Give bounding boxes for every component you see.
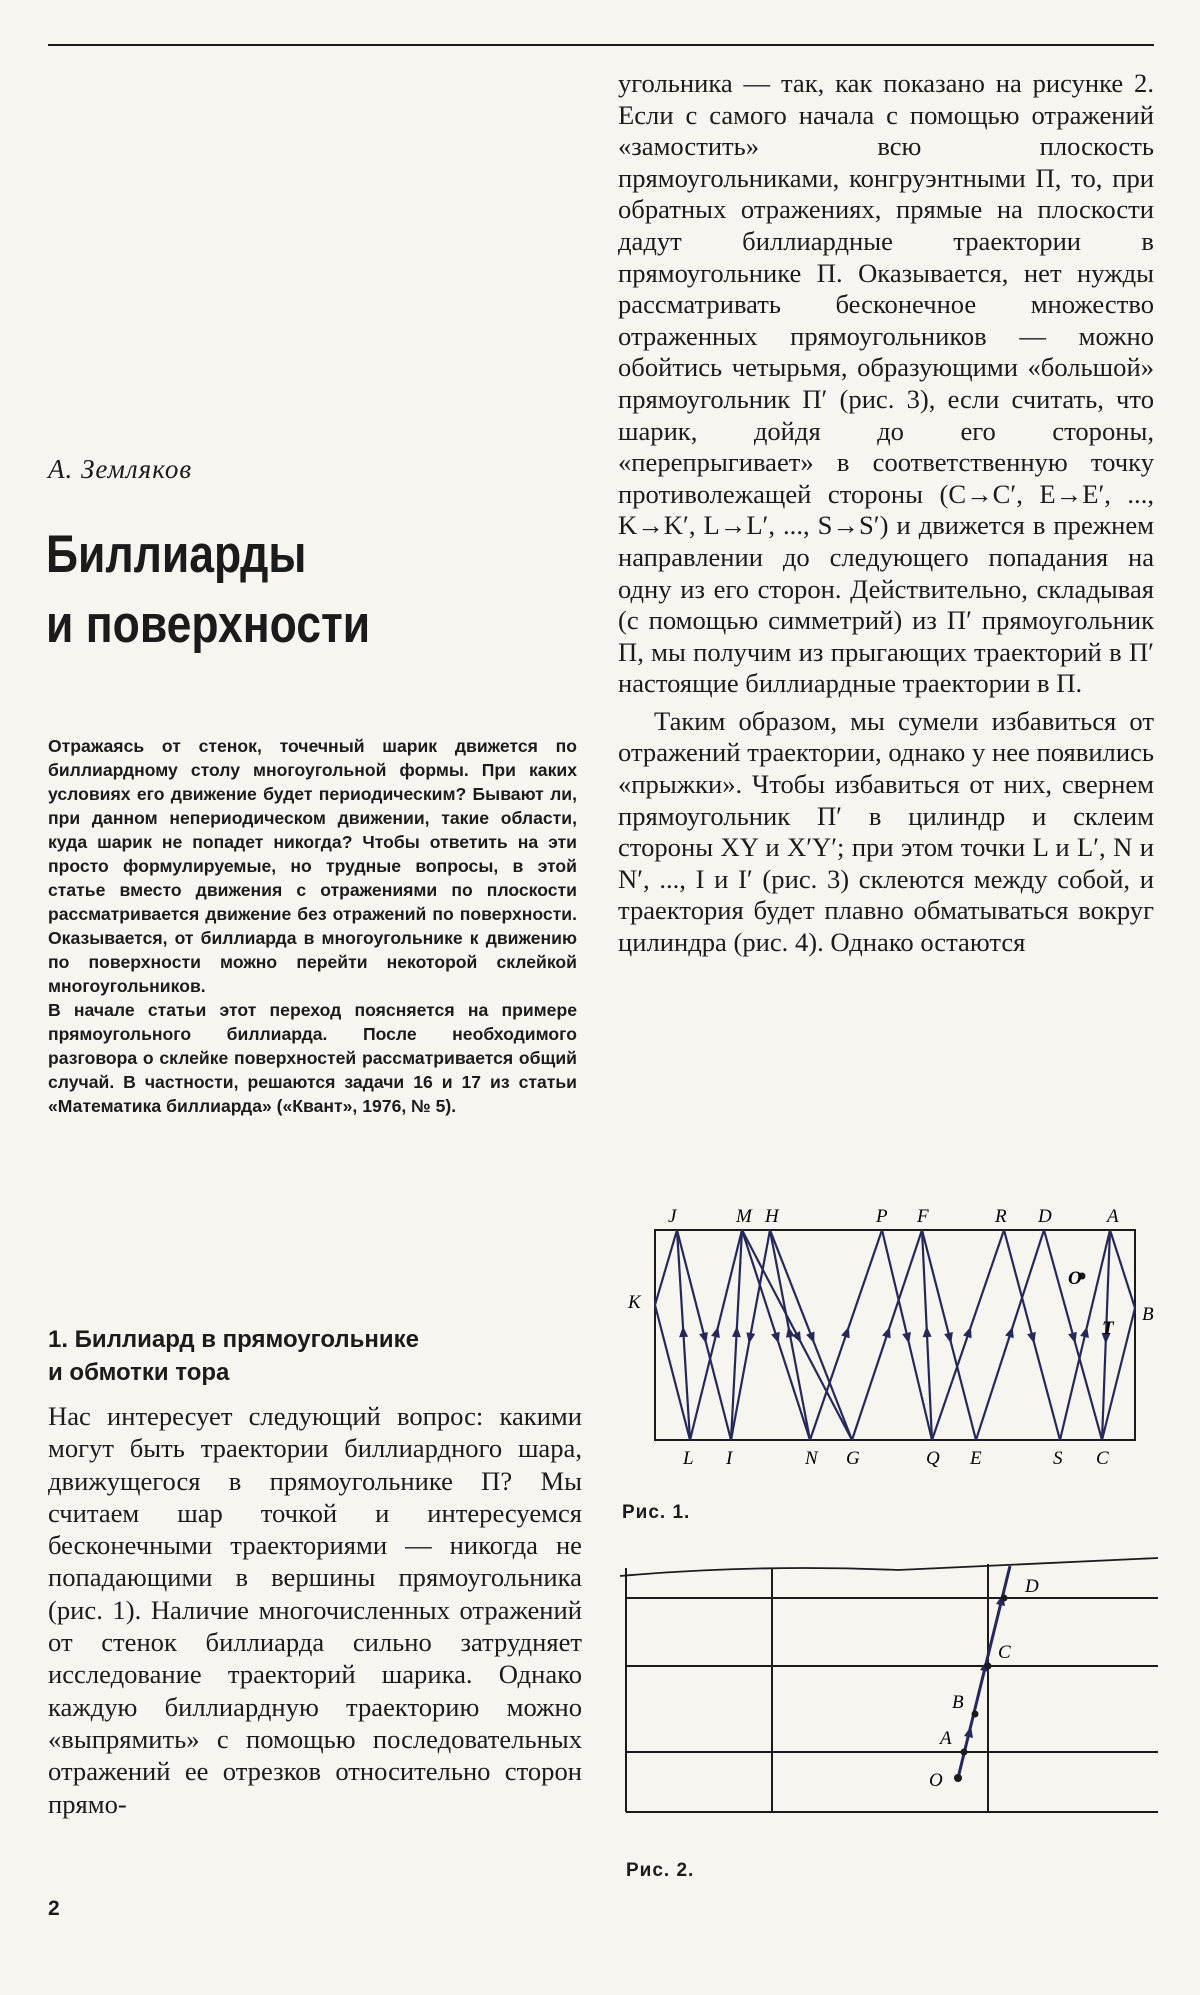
- abstract-paragraph: В начале статьи этот переход поясняется на примере прямоугольного биллиарда. После необходимого разговора о склейке поверхностей рассматривается общий случай. В частности, решаются задачи 16 и 17 из статьи «Математика биллиарда» («Квант», 1976, № 5).: [48, 1000, 577, 1116]
- fig2-label: B: [952, 1692, 964, 1713]
- fig2-point: [972, 1711, 979, 1718]
- title-line-2: и поверхности: [46, 595, 371, 654]
- fig2-torn-edge: [620, 1558, 1158, 1576]
- fig1-label: F: [917, 1206, 929, 1227]
- fig1-label: A: [1107, 1206, 1119, 1227]
- body-paragraph: угольника — так, как показано на рисунке 2. Если с самого начала с помощью отражений «замостить» всю плоскость прямоугольниками, конгруэнтными П, то, при обратных отражениях, прямые на плоскости дадут биллиардные траектории в прямоугольнике П. Оказывается, нет нужды рассматривать бесконечное множество отраженных прямоугольников — можно обойтись четырьмя, образующими «большой» прямоугольник П′ (рис. 3), если считать, что шарик, дойдя до его стороны, «перепрыгивает» в соответственную точку противолежащей стороны (C→C′, E→E′, ..., K→K′, L→L′, ..., S→S′) и движется в прежнем направлении до следующего попадания на одну из его сторон. Действительно, складывая (с помощью симметрий) из П′ прямоугольник П, мы получим из прыгающих траекторий в П′ настоящие биллиардные траектории в П.: [618, 68, 1154, 699]
- figure-2-caption: Рис. 2.: [626, 1860, 695, 1881]
- fig2-point: [1001, 1595, 1008, 1602]
- fig1-label: S: [1053, 1448, 1063, 1469]
- fig1-label: G: [846, 1448, 860, 1469]
- fig2-point: [985, 1663, 992, 1670]
- fig1-trajectory-segment: [1110, 1230, 1135, 1308]
- fig1-arrow: [746, 1332, 755, 1344]
- section-heading-line: 1. Биллиард в прямоугольнике: [48, 1326, 419, 1353]
- fig2-label: O: [929, 1770, 943, 1791]
- right-column-text: [618, 68, 1154, 959]
- section-heading-line: и обмотки тора: [48, 1359, 230, 1386]
- fig1-label: Q: [926, 1448, 940, 1469]
- fig1-label: J: [668, 1206, 677, 1227]
- fig1-label: N: [805, 1448, 818, 1469]
- fig1-label: T: [1102, 1318, 1114, 1339]
- fig2-point: [961, 1749, 968, 1756]
- body-paragraph: Нас интересует следующий вопрос: какими могут быть траектории биллиардного шара, движущегося в прямоугольнике П? Мы считаем шар точкой и интересуемся бесконечными траекториями — никогда не попадающими в вершины прямоугольника (рис. 1). Наличие многочисленных отражений от стенок биллиарда сильно затрудняет исследование траекторий шарика. Однако каждую биллиардную траекторию можно «выпрямить» с помощью последовательных отражений ее отрезков относительно сторон прямо-: [48, 1401, 582, 1819]
- fig1-arrow: [771, 1332, 780, 1344]
- fig1-label: M: [736, 1206, 752, 1227]
- fig1-arrow: [841, 1326, 850, 1338]
- fig1-trajectory-segment: [655, 1230, 677, 1305]
- fig1-arrow: [732, 1326, 741, 1337]
- fig1-label: D: [1038, 1206, 1052, 1227]
- fig1-arrow: [963, 1326, 972, 1338]
- figure-1-billiard-rectangle: [620, 1200, 1160, 1480]
- fig1-label: O: [1068, 1268, 1082, 1289]
- fig1-label: K: [628, 1292, 641, 1313]
- figure-1-caption: Рис. 1.: [622, 1502, 691, 1523]
- author: А. Земляков: [48, 454, 193, 484]
- figure-2-unfolded-trajectory: [618, 1554, 1160, 1826]
- article-title: [46, 520, 483, 660]
- fig2-label: C: [998, 1642, 1011, 1663]
- fig1-label: P: [876, 1206, 888, 1227]
- title-line-1: Биллиарды: [46, 525, 307, 584]
- fig1-arrow: [1005, 1326, 1014, 1338]
- fig1-label: C: [1096, 1448, 1109, 1469]
- section-heading: [48, 1323, 568, 1389]
- fig1-label: H: [765, 1206, 779, 1227]
- fig1-arrow: [882, 1326, 891, 1338]
- fig1-label: I: [726, 1448, 733, 1469]
- top-rule: [48, 44, 1154, 46]
- fig2-label: D: [1025, 1576, 1039, 1597]
- fig1-arrow: [923, 1326, 932, 1337]
- fig1-arrow: [1068, 1332, 1077, 1344]
- fig1-label: R: [995, 1206, 1007, 1227]
- fig1-label: L: [683, 1448, 694, 1469]
- fig1-arrow: [1027, 1332, 1036, 1344]
- abstract-paragraph: Отражаясь от стенок, точечный шарик движется по биллиардному столу многоугольной формы. При каких условиях его движение будет периодическим? Бывают ли, при данном непериодическом движении, такие области, куда шарик не попадет никогда? Чтобы ответить на эти просто формулируемые, но трудные вопросы, в этой статье вместо движения с отражениями по плоскости рассматривается движение без отражений по поверхности. Оказывается, от биллиарда в многоугольнике к движению по поверхности можно перейти некоторой склейкой многоугольников.: [48, 736, 577, 996]
- fig1-label: E: [970, 1448, 982, 1469]
- fig1-table-border: [655, 1230, 1135, 1440]
- page-number: 2: [48, 1897, 60, 1920]
- fig1-arrow: [806, 1332, 814, 1344]
- abstract: [48, 734, 577, 1118]
- fig1-label: B: [1142, 1304, 1154, 1325]
- fig2-label: A: [940, 1728, 952, 1749]
- fig1-arrow: [679, 1326, 688, 1337]
- body-paragraph: Таким образом, мы сумели избавиться от отражений траектории, однако у нее появились «прыжки». Чтобы избавиться от них, свернем прямоугольник П′ в цилиндр и склеим стороны XY и X′Y′; при этом точки L и L′, N и N′, ..., I и I′ (рис. 3) склеются между собой, и траектория будет плавно обматываться вокруг цилиндра (рис. 4). Однако остаются: [618, 705, 1154, 958]
- left-column-text: [48, 1400, 582, 1820]
- fig2-point: [954, 1774, 962, 1782]
